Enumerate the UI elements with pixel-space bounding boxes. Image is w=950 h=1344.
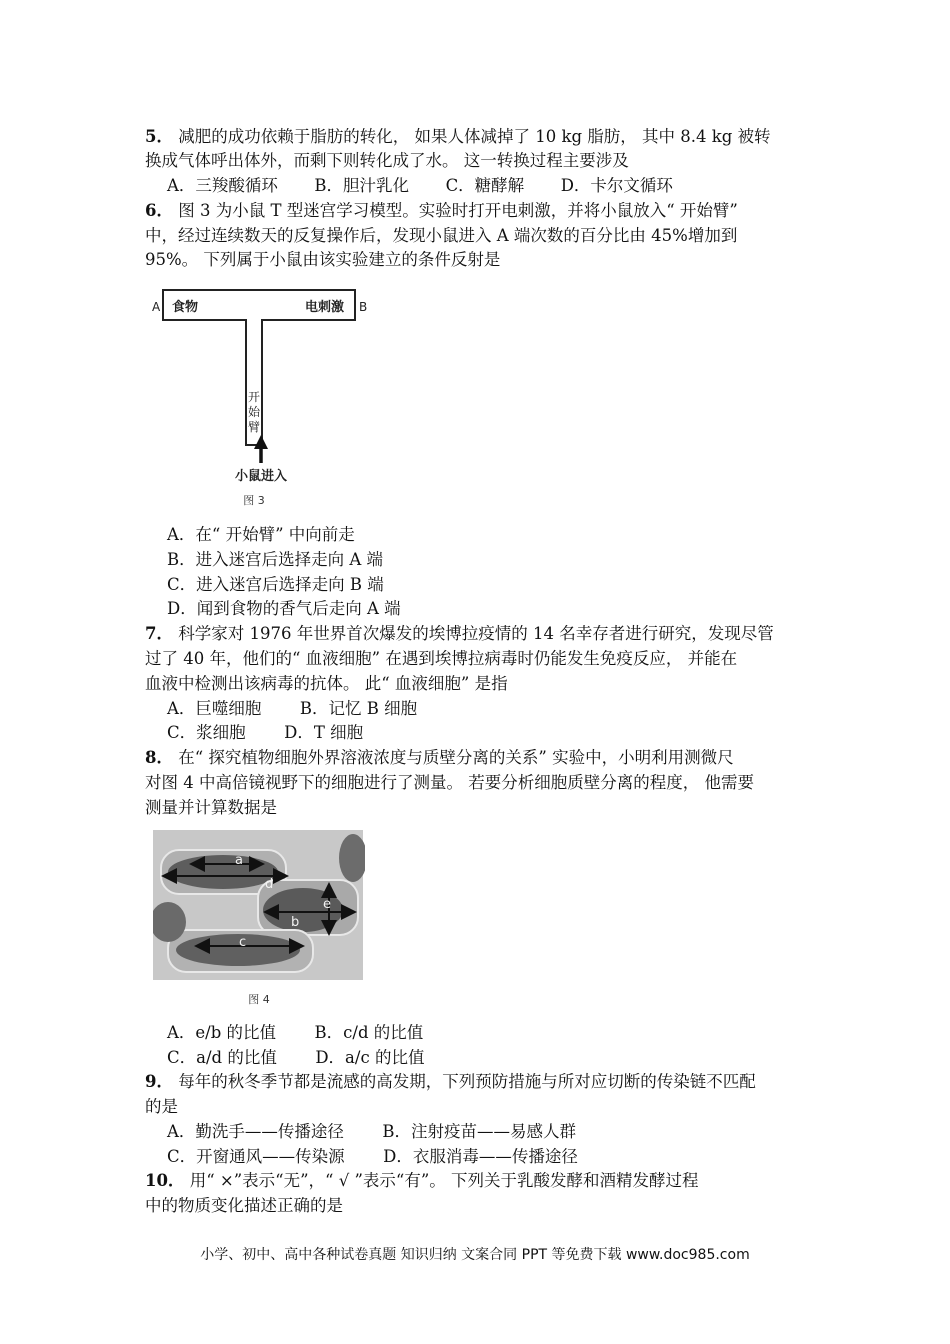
q7-options-row2: [167, 722, 363, 744]
page-footer: 小学、初中、高中各种试卷真题 知识归纳 文案合同 PPT 等免费下载 www.doc985.com: [200, 1247, 750, 1263]
q9-line2: 的是: [145, 1097, 178, 1116]
q8-option-b: B．c/d 的比值: [314, 1023, 424, 1042]
maze-label-a: A: [152, 300, 161, 314]
q5-option-b: B．胆汁乳化: [314, 176, 410, 195]
figure-3-t-maze: [150, 285, 375, 515]
q8-line3: 测量并计算数据是: [145, 798, 277, 817]
maze-label-b: B: [359, 300, 368, 314]
q8-option-c: C．a/d 的比值: [167, 1048, 277, 1067]
q9-option-b: B．注射疫苗——易感人群: [382, 1122, 577, 1141]
q7-number: 7．: [145, 624, 173, 643]
start-arm-char-2: 始: [247, 405, 261, 419]
label-e: e: [323, 897, 331, 912]
label-a: a: [235, 853, 243, 868]
q7-line3: 血液中检测出该病毒的抗体。 此“ 血液细胞” 是指: [145, 674, 508, 693]
q6-text-1: 图 3 为小鼠 T 型迷宫学习模型。实验时打开电刺激，并将小鼠放入“ 开始臂”: [178, 201, 738, 220]
q7-line1: [145, 623, 774, 645]
q8-number: 8．: [145, 748, 173, 767]
q9-option-a: A．勤洗手——传播途径: [167, 1122, 344, 1141]
protoplast-bottom: [176, 934, 300, 966]
label-c: c: [239, 935, 247, 950]
q5-text-1: 减肥的成功依赖于脂肪的转化， 如果人体减掉了 10 kg 脂肪， 其中 8.4 kg 被转: [178, 127, 771, 146]
q9-option-d: D．衣服消毒——传播途径: [383, 1147, 578, 1166]
q5-option-c: C．糖酵解: [445, 176, 525, 195]
maze-shock-label: 电刺激: [305, 300, 345, 315]
q9-line1: [145, 1071, 756, 1093]
q7-option-b: B．记忆 B 细胞: [299, 699, 418, 718]
q6-line3: 95%。 下列属于小鼠由该实验建立的条件反射是: [145, 250, 501, 269]
q8-options-row2: [167, 1047, 424, 1069]
q10-text-1: 用“ ×”表示“无”，“ √ ”表示“有”。 下列关于乳酸发酵和酒精发酵过程: [189, 1171, 699, 1190]
q8-options-row1: [167, 1022, 423, 1044]
start-arm-char-3: 臂: [247, 420, 261, 434]
q6-option-d: D．闻到食物的香气后走向 A 端: [167, 599, 401, 618]
figure-3-caption: 图 3: [243, 494, 265, 507]
q9-text-1: 每年的秋冬季节都是流感的高发期，下列预防措施与所对应切断的传染链不匹配: [178, 1072, 756, 1091]
q6-number: 6．: [145, 201, 173, 220]
q9-options-row1: [167, 1121, 576, 1143]
q6-option-a: A．在“ 开始臂” 中向前走: [167, 525, 355, 544]
q8-text-1: 在“ 探究植物细胞外界溶液浓度与质壁分离的关系” 实验中，小明利用测微尺: [178, 748, 734, 767]
q10-line1: [145, 1170, 699, 1192]
q8-line1: [145, 747, 734, 769]
mouse-entry-arrow-head: [254, 435, 268, 449]
figure-4-caption: 图 4: [248, 993, 270, 1006]
q7-option-a: A．巨噬细胞: [167, 699, 262, 718]
label-b: b: [291, 915, 300, 930]
start-arm-char-1: 开: [247, 390, 261, 404]
maze-food-label: 食物: [172, 300, 199, 315]
q8-line2: 对图 4 中高倍镜视野下的细胞进行了测量。 若要分析细胞质壁分离的程度， 他需要: [145, 773, 754, 792]
q5-options: [167, 175, 673, 197]
q9-option-c: C．开窗通风——传染源: [167, 1147, 345, 1166]
q6-line2: 中，经过连续数天的反复操作后，发现小鼠进入 A 端次数的百分比由 45%增加到: [145, 226, 738, 245]
q6-line1: [145, 200, 738, 222]
q10-number: 10．: [145, 1171, 185, 1190]
q5-option-d: D．卡尔文循环: [560, 176, 673, 195]
q5-line1: [145, 126, 771, 148]
q9-options-row2: [167, 1146, 578, 1168]
figure-4-micrograph: [153, 830, 365, 1010]
q7-option-c: C．浆细胞: [167, 723, 246, 742]
q5-option-a: A．三羧酸循环: [167, 176, 278, 195]
q5-line2: 换成气体呼出体外，而剩下则转化成了水。 这一转换过程主要涉及: [145, 151, 629, 170]
mouse-enter-label: 小鼠进入: [234, 469, 288, 484]
q8-option-a: A．e/b 的比值: [167, 1023, 277, 1042]
protoplast-top: [168, 855, 278, 889]
q7-line2: 过了 40 年，他们的“ 血液细胞” 在遇到埃博拉病毒时仍能发生免疫反应， 并能在: [145, 649, 738, 668]
q7-option-d: D．T 细胞: [284, 723, 364, 742]
q8-option-d: D．a/c 的比值: [315, 1048, 425, 1067]
q7-options-row1: [167, 698, 417, 720]
protoplast-right: [263, 888, 343, 932]
q7-text-1: 科学家对 1976 年世界首次爆发的埃博拉疫情的 14 名幸存者进行研究，发现尽管: [178, 624, 774, 643]
label-d: d: [265, 877, 274, 892]
q6-option-c: C．进入迷宫后选择走向 B 端: [167, 575, 384, 594]
q10-line2: 中的物质变化描述正确的是: [145, 1196, 343, 1215]
q5-number: 5．: [145, 127, 173, 146]
q9-number: 9．: [145, 1072, 173, 1091]
q6-option-b: B．进入迷宫后选择走向 A 端: [167, 550, 384, 569]
